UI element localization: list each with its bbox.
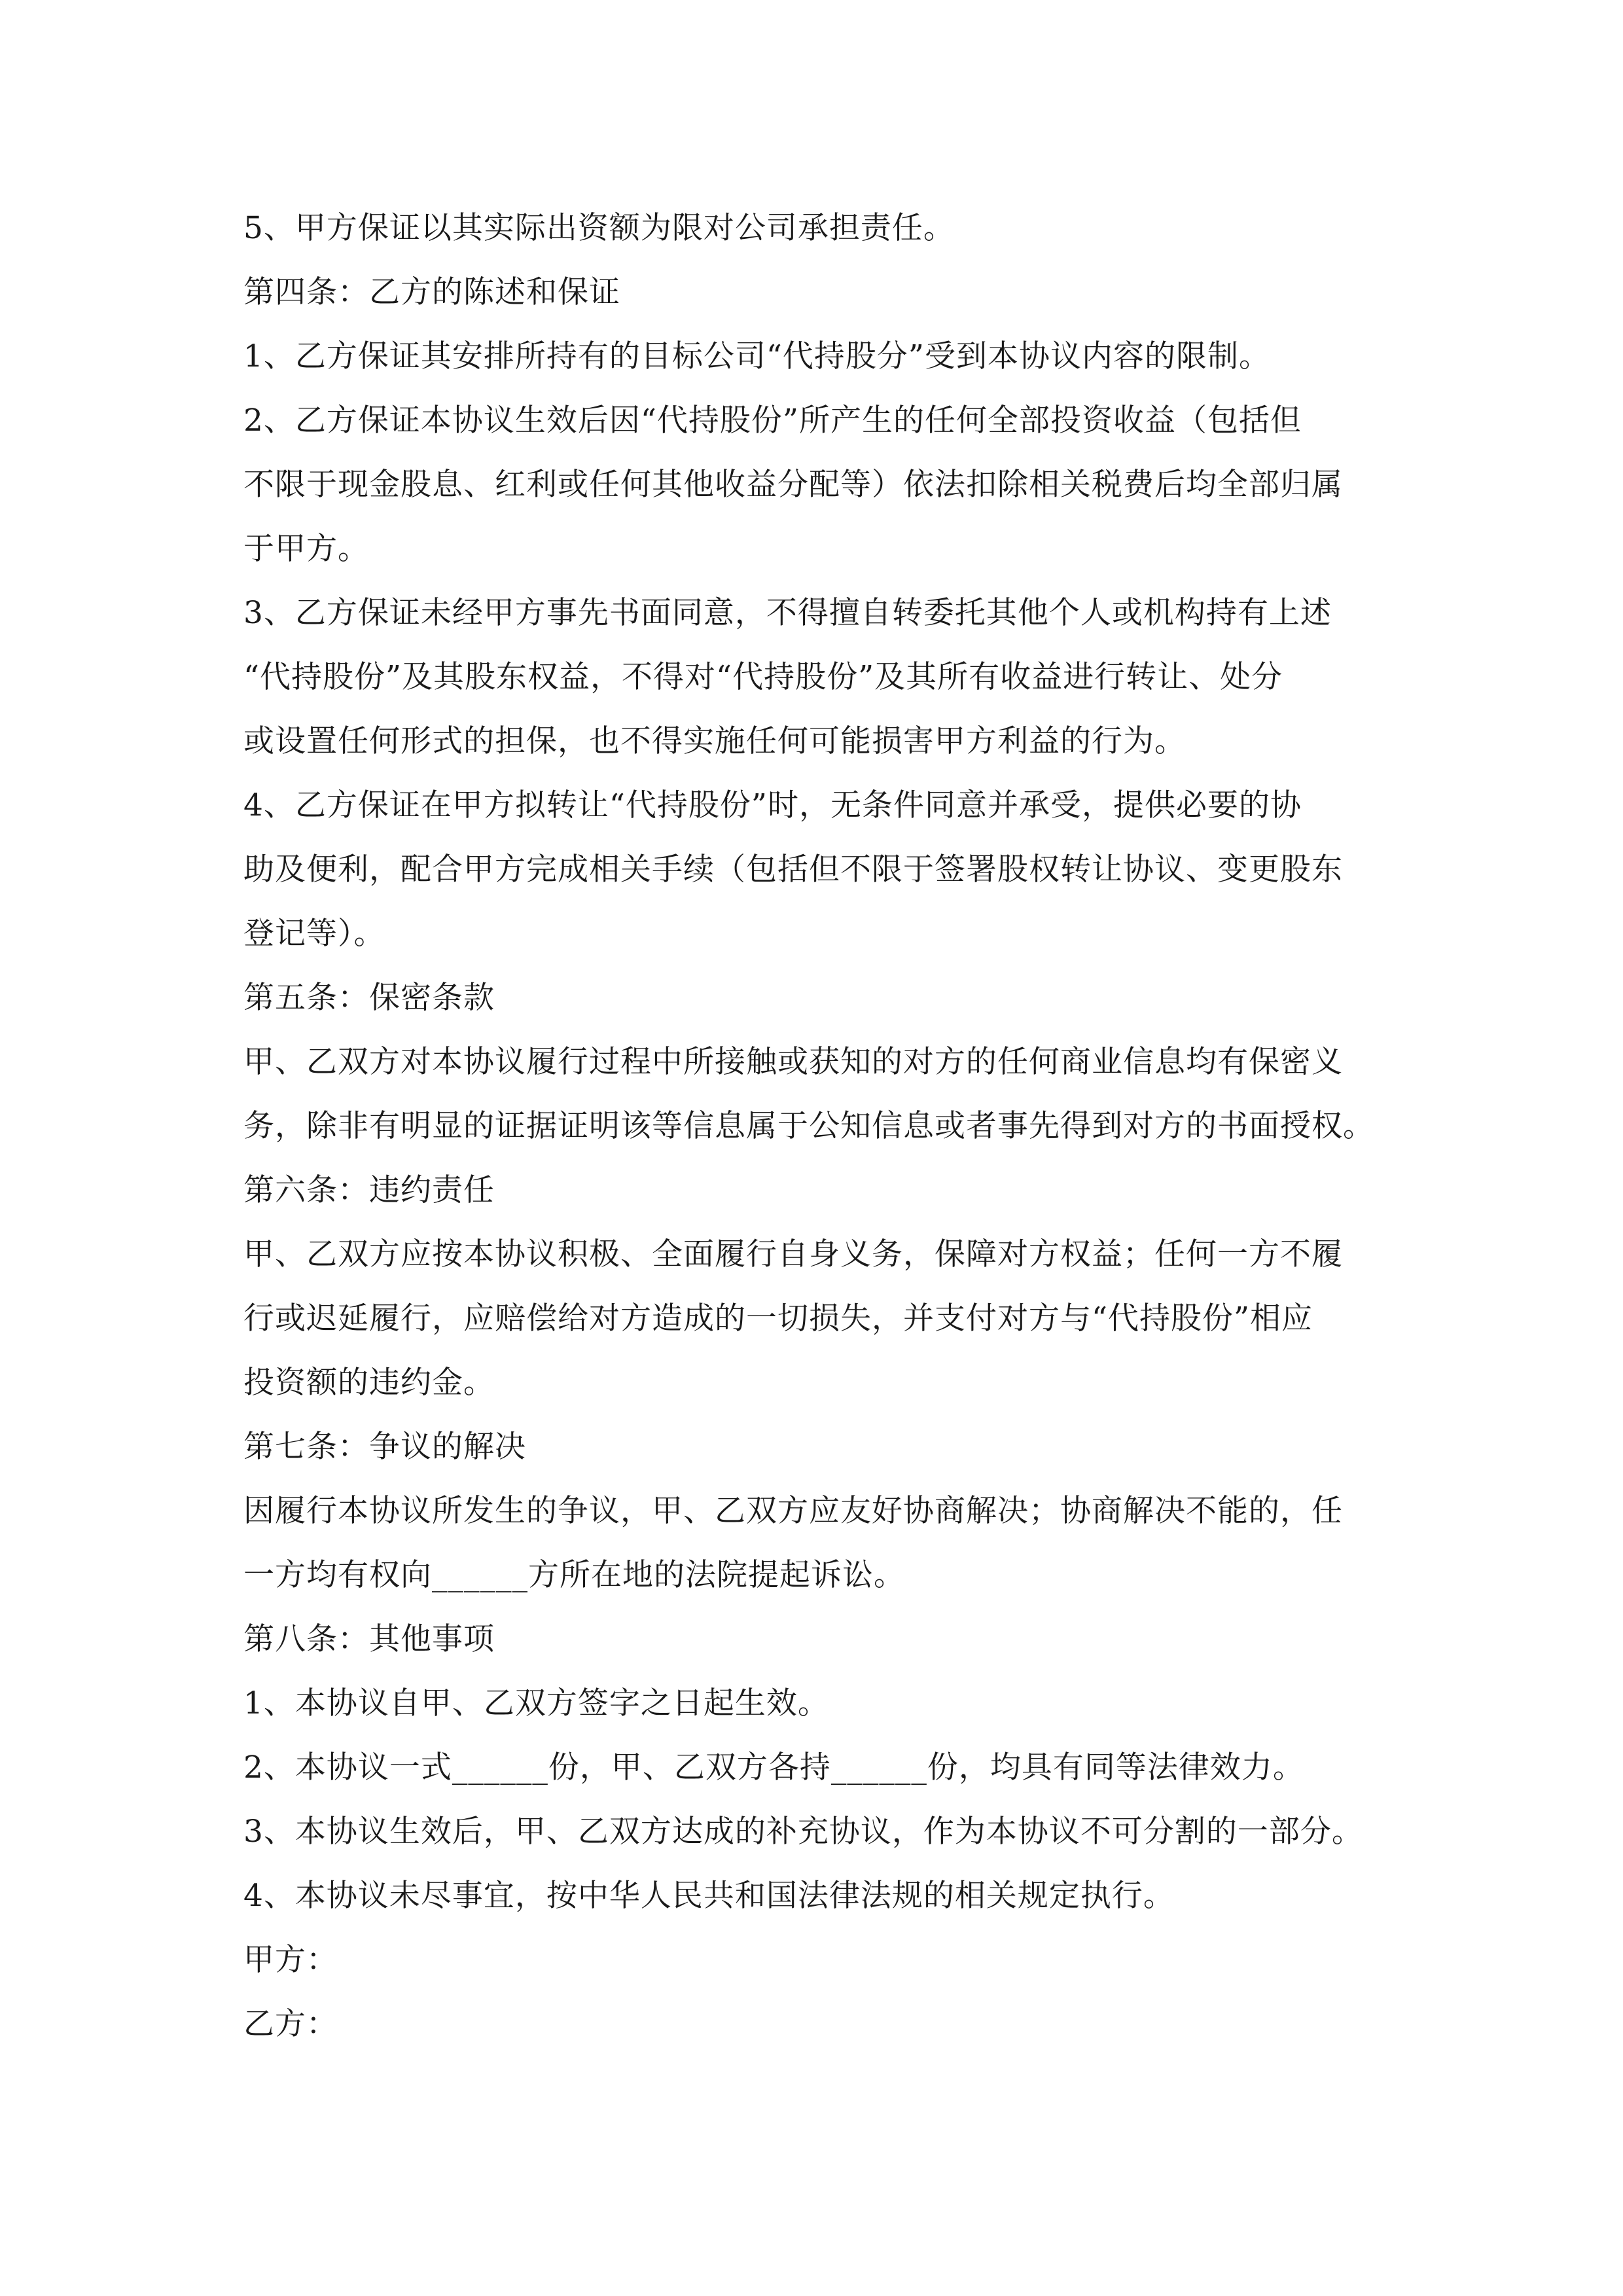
article-4-item-1: 1、乙方保证其安排所持有的目标公司“代持股分”受到本协议内容的限制。 (243, 338, 1270, 374)
article-4-heading: 第四条：乙方的陈述和保证 (243, 274, 620, 310)
article-8-item-2: 2、本协议一式______份，甲、乙双方各持______份，均具有同等法律效力。 (243, 1749, 1304, 1785)
article-7-body-line-1: 因履行本协议所发生的争议，甲、乙双方应友好协商解决；协商解决不能的，任 (243, 1493, 1343, 1529)
article-4-item-3-line-1: 3、乙方保证未经甲方事先书面同意，不得擅自转委托其他个人或机构持有上述 (243, 595, 1332, 631)
article-4-item-2-line-3: 于甲方。 (243, 531, 369, 567)
article-4-item-3-line-2: “代持股份”及其股东权益，不得对“代持股份”及其所有收益进行转让、处分 (243, 659, 1283, 695)
article-6-body-line-1: 甲、乙双方应按本协议积极、全面履行自身义务，保障对方权益；任何一方不履 (243, 1236, 1343, 1272)
article-7-heading: 第七条：争议的解决 (243, 1429, 526, 1465)
article-4-item-4-line-3: 登记等）。 (243, 916, 385, 952)
article-5-body-line-2: 务，除非有明显的证据证明该等信息属于公知信息或者事先得到对方的书面授权。 (243, 1108, 1374, 1144)
party-b-signature-line: 乙方： (243, 2006, 338, 2042)
clause-5-jia-liability: 5、甲方保证以其实际出资额为限对公司承担责任。 (243, 210, 955, 246)
article-7-body-line-2: 一方均有权向______方所在地的法院提起诉讼。 (243, 1557, 905, 1593)
article-4-item-4-line-2: 助及便利，配合甲方完成相关手续（包括但不限于签署股权转让协议、变更股东 (243, 852, 1343, 888)
article-6-body-line-3: 投资额的违约金。 (243, 1365, 495, 1401)
article-4-item-2-line-2: 不限于现金股息、红利或任何其他收益分配等）依法扣除相关税费后均全部归属 (243, 467, 1343, 503)
article-5-body-line-1: 甲、乙双方对本协议履行过程中所接触或获知的对方的任何商业信息均有保密义 (243, 1044, 1343, 1080)
article-4-item-4-line-1: 4、乙方保证在甲方拟转让“代持股份”时，无条件同意并承受，提供必要的协 (243, 787, 1302, 823)
article-5-heading: 第五条：保密条款 (243, 980, 495, 1016)
article-6-heading: 第六条：违约责任 (243, 1172, 495, 1208)
document-body (243, 196, 1395, 2056)
article-8-item-3: 3、本协议生效后，甲、乙双方达成的补充协议，作为本协议不可分割的一部分。 (243, 1814, 1363, 1850)
article-8-item-1: 1、本协议自甲、乙双方签字之日起生效。 (243, 1685, 829, 1721)
article-8-item-4: 4、本协议未尽事宜，按中华人民共和国法律法规的相关规定执行。 (243, 1878, 1175, 1914)
article-6-body-line-2: 行或迟延履行，应赔偿给对方造成的一切损失，并支付对方与“代持股份”相应 (243, 1300, 1313, 1336)
article-4-item-2-line-1: 2、乙方保证本协议生效后因“代持股份”所产生的任何全部投资收益（包括但 (243, 403, 1302, 439)
article-4-item-3-line-3: 或设置任何形式的担保，也不得实施任何可能损害甲方利益的行为。 (243, 723, 1186, 759)
article-8-heading: 第八条：其他事项 (243, 1621, 495, 1657)
party-a-signature-line: 甲方： (243, 1942, 338, 1978)
